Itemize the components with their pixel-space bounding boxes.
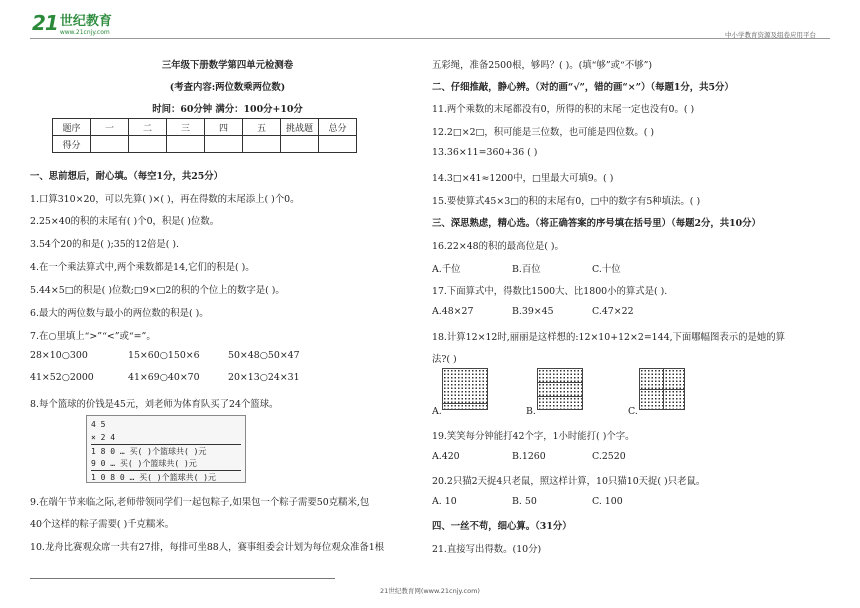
compare-item: 15×60○150×6 bbox=[128, 350, 200, 361]
platform-label: 中小学教育资源及组卷应用平台 bbox=[725, 31, 816, 39]
option: A.48×27 bbox=[432, 306, 474, 317]
table-header-cell: 题序 bbox=[53, 119, 91, 136]
logo-name: 世纪教育 bbox=[59, 14, 112, 29]
score-cell[interactable] bbox=[281, 136, 319, 153]
mult-line: 9 0 … 买( )个篮球共( )元 bbox=[91, 459, 197, 468]
mult-line: 1 8 0 … 买( )个篮球共( )元 bbox=[91, 444, 241, 457]
judge-15: 15.要使算式45×3□的积的末尾有0，□中的数字有5种填法。( ) bbox=[432, 196, 701, 207]
table-header-cell: 二 bbox=[129, 119, 167, 136]
section-1-title: 一、思前想后，耐心填。（每空1分，共25分） bbox=[30, 171, 224, 182]
score-cell[interactable] bbox=[205, 136, 243, 153]
judge-13: 13.36×11=360+36 ( ) bbox=[432, 147, 538, 158]
choice-16: 16.22×48的积的最高位是( )。 bbox=[432, 241, 564, 252]
question-21: 21.直接写出得数。(10分) bbox=[432, 544, 542, 555]
option: C.十位 bbox=[592, 264, 621, 275]
header-divider bbox=[30, 38, 830, 39]
mult-line: × 2 4 bbox=[91, 433, 116, 442]
dot-grid-figure-b bbox=[537, 368, 583, 410]
dot-grid-figure-c bbox=[639, 368, 685, 410]
choice-20: 20.2只猫2天捉4只老鼠，照这样计算，10只猫10天捉( )只老鼠。 bbox=[432, 476, 706, 487]
section-2-title: 二、仔细推敲，静心辨。（对的画“√”，错的画“×”）（每题1分，共5分） bbox=[432, 82, 734, 93]
table-header-cell: 总分 bbox=[319, 119, 357, 136]
dot-grid-figure-a bbox=[442, 368, 488, 410]
option: A.420 bbox=[432, 451, 460, 462]
exam-meta: 时间：60分钟 满分：100分+10分 bbox=[152, 104, 303, 115]
option: B.39×45 bbox=[512, 306, 554, 317]
page-header bbox=[0, 0, 860, 40]
question-9-line1: 9.在端午节来临之际,老师带领同学们一起包粽子,如果包一个粽子需要50克糯米,包 bbox=[30, 497, 370, 508]
compare-item: 50×48○50×47 bbox=[228, 350, 300, 361]
score-cell[interactable] bbox=[129, 136, 167, 153]
table-header-cell: 五 bbox=[243, 119, 281, 136]
compare-item: 41×69○40×70 bbox=[128, 372, 200, 383]
mult-line: 4 5 bbox=[91, 420, 106, 429]
question-6: 6.最大的两位数与最小的两位数的积是( )。 bbox=[30, 308, 209, 319]
question-9-line2: 40个这样的粽子需要( )千克糯米。 bbox=[30, 519, 175, 530]
logo-url: www.21cnjy.com bbox=[59, 29, 110, 36]
judge-14: 14.3□×41≈1200中，□里最大可填9。( ) bbox=[432, 173, 614, 184]
choice-18-line1: 18.计算12×12时,丽丽是这样想的:12×10+12×2=144,下面哪幅图表示的是她的算 bbox=[432, 332, 786, 343]
choice-17: 17.下面算式中，得数比1500大、比1800小的算式是( ). bbox=[432, 286, 668, 297]
score-table bbox=[52, 118, 357, 153]
question-7: 7.在○里填上“>”“<”或“=”。 bbox=[30, 331, 156, 342]
logo-mark: 21 bbox=[32, 11, 58, 35]
option: B.1260 bbox=[512, 451, 546, 462]
question-3: 3.54个20的和是( );35的12倍是( ). bbox=[30, 239, 180, 250]
section-3-title: 三、深思熟虑，精心选。（将正确答案的序号填在括号里）（每题2分，共10分） bbox=[432, 218, 761, 229]
question-4: 4.在一个乘法算式中,两个乘数都是14,它们的积是( )。 bbox=[30, 262, 255, 273]
option: C.2520 bbox=[592, 451, 626, 462]
question-2: 2.25×40的积的末尾有( )个0，积是( )位数。 bbox=[30, 216, 220, 227]
compare-item: 28×10○300 bbox=[30, 350, 88, 361]
page-footer: 21世纪教育网(www.21cnjy.com) bbox=[380, 587, 480, 595]
table-cell: 得分 bbox=[53, 136, 91, 153]
logo bbox=[32, 10, 112, 36]
option: C.47×22 bbox=[592, 306, 634, 317]
option: B. bbox=[526, 406, 536, 417]
exam-title: 三年级下册数学第四单元检测卷 bbox=[161, 60, 294, 71]
option: A. 10 bbox=[432, 496, 457, 507]
score-cell[interactable] bbox=[167, 136, 205, 153]
score-cell[interactable] bbox=[319, 136, 357, 153]
table-row bbox=[53, 136, 357, 153]
choice-18-line2: 法?( ) bbox=[432, 354, 457, 365]
exam-subtitle: (考查内容:两位数乘两位数) bbox=[169, 82, 286, 93]
table-header-cell: 三 bbox=[167, 119, 205, 136]
question-5: 5.44×5□的积是( )位数;□9×□2的积的个位上的数字是( )。 bbox=[30, 285, 285, 296]
question-8: 8.每个篮球的价钱是45元，刘老师为体育队买了24个篮球。 bbox=[30, 399, 279, 410]
mult-line: 1 0 8 0 … 买( )个篮球共( )元 bbox=[91, 470, 241, 483]
option: B. 50 bbox=[512, 496, 537, 507]
option: C. bbox=[628, 406, 638, 417]
table-row bbox=[53, 119, 357, 136]
vertical-multiplication-figure bbox=[86, 415, 246, 483]
choice-19: 19.笑笑每分钟能打42个字，1小时能打( )个字。 bbox=[432, 431, 635, 442]
table-header-cell: 挑战题 bbox=[281, 119, 319, 136]
option: A.千位 bbox=[432, 264, 461, 275]
question-10-line2: 五彩绳，准备2500根，够吗？( )。(填“够”或“不够”) bbox=[432, 60, 653, 71]
judge-11: 11.两个乘数的末尾都没有0，所得的积的末尾一定也没有0。( ) bbox=[432, 104, 695, 115]
table-header-cell: 四 bbox=[205, 119, 243, 136]
section-4-title: 四、一丝不苟，细心算。（31分） bbox=[432, 521, 572, 532]
footer-divider bbox=[30, 578, 335, 579]
question-1: 1.口算310×20，可以先算( )×( )，再在得数的末尾添上( )个0。 bbox=[30, 194, 300, 205]
compare-item: 20×13○24×31 bbox=[228, 372, 300, 383]
option: B.百位 bbox=[512, 264, 541, 275]
table-header-cell: 一 bbox=[91, 119, 129, 136]
option: A. bbox=[432, 406, 442, 417]
option: C. 100 bbox=[592, 496, 623, 507]
score-cell[interactable] bbox=[243, 136, 281, 153]
judge-12: 12.2□×2□，积可能是三位数，也可能是四位数。( ) bbox=[432, 127, 655, 138]
score-cell[interactable] bbox=[91, 136, 129, 153]
question-10-line1: 10.龙舟比赛观众席一共有27排，每排可坐88人，赛事组委会计划为每位观众准备1根 bbox=[30, 542, 385, 553]
compare-item: 41×52○2000 bbox=[30, 372, 94, 383]
